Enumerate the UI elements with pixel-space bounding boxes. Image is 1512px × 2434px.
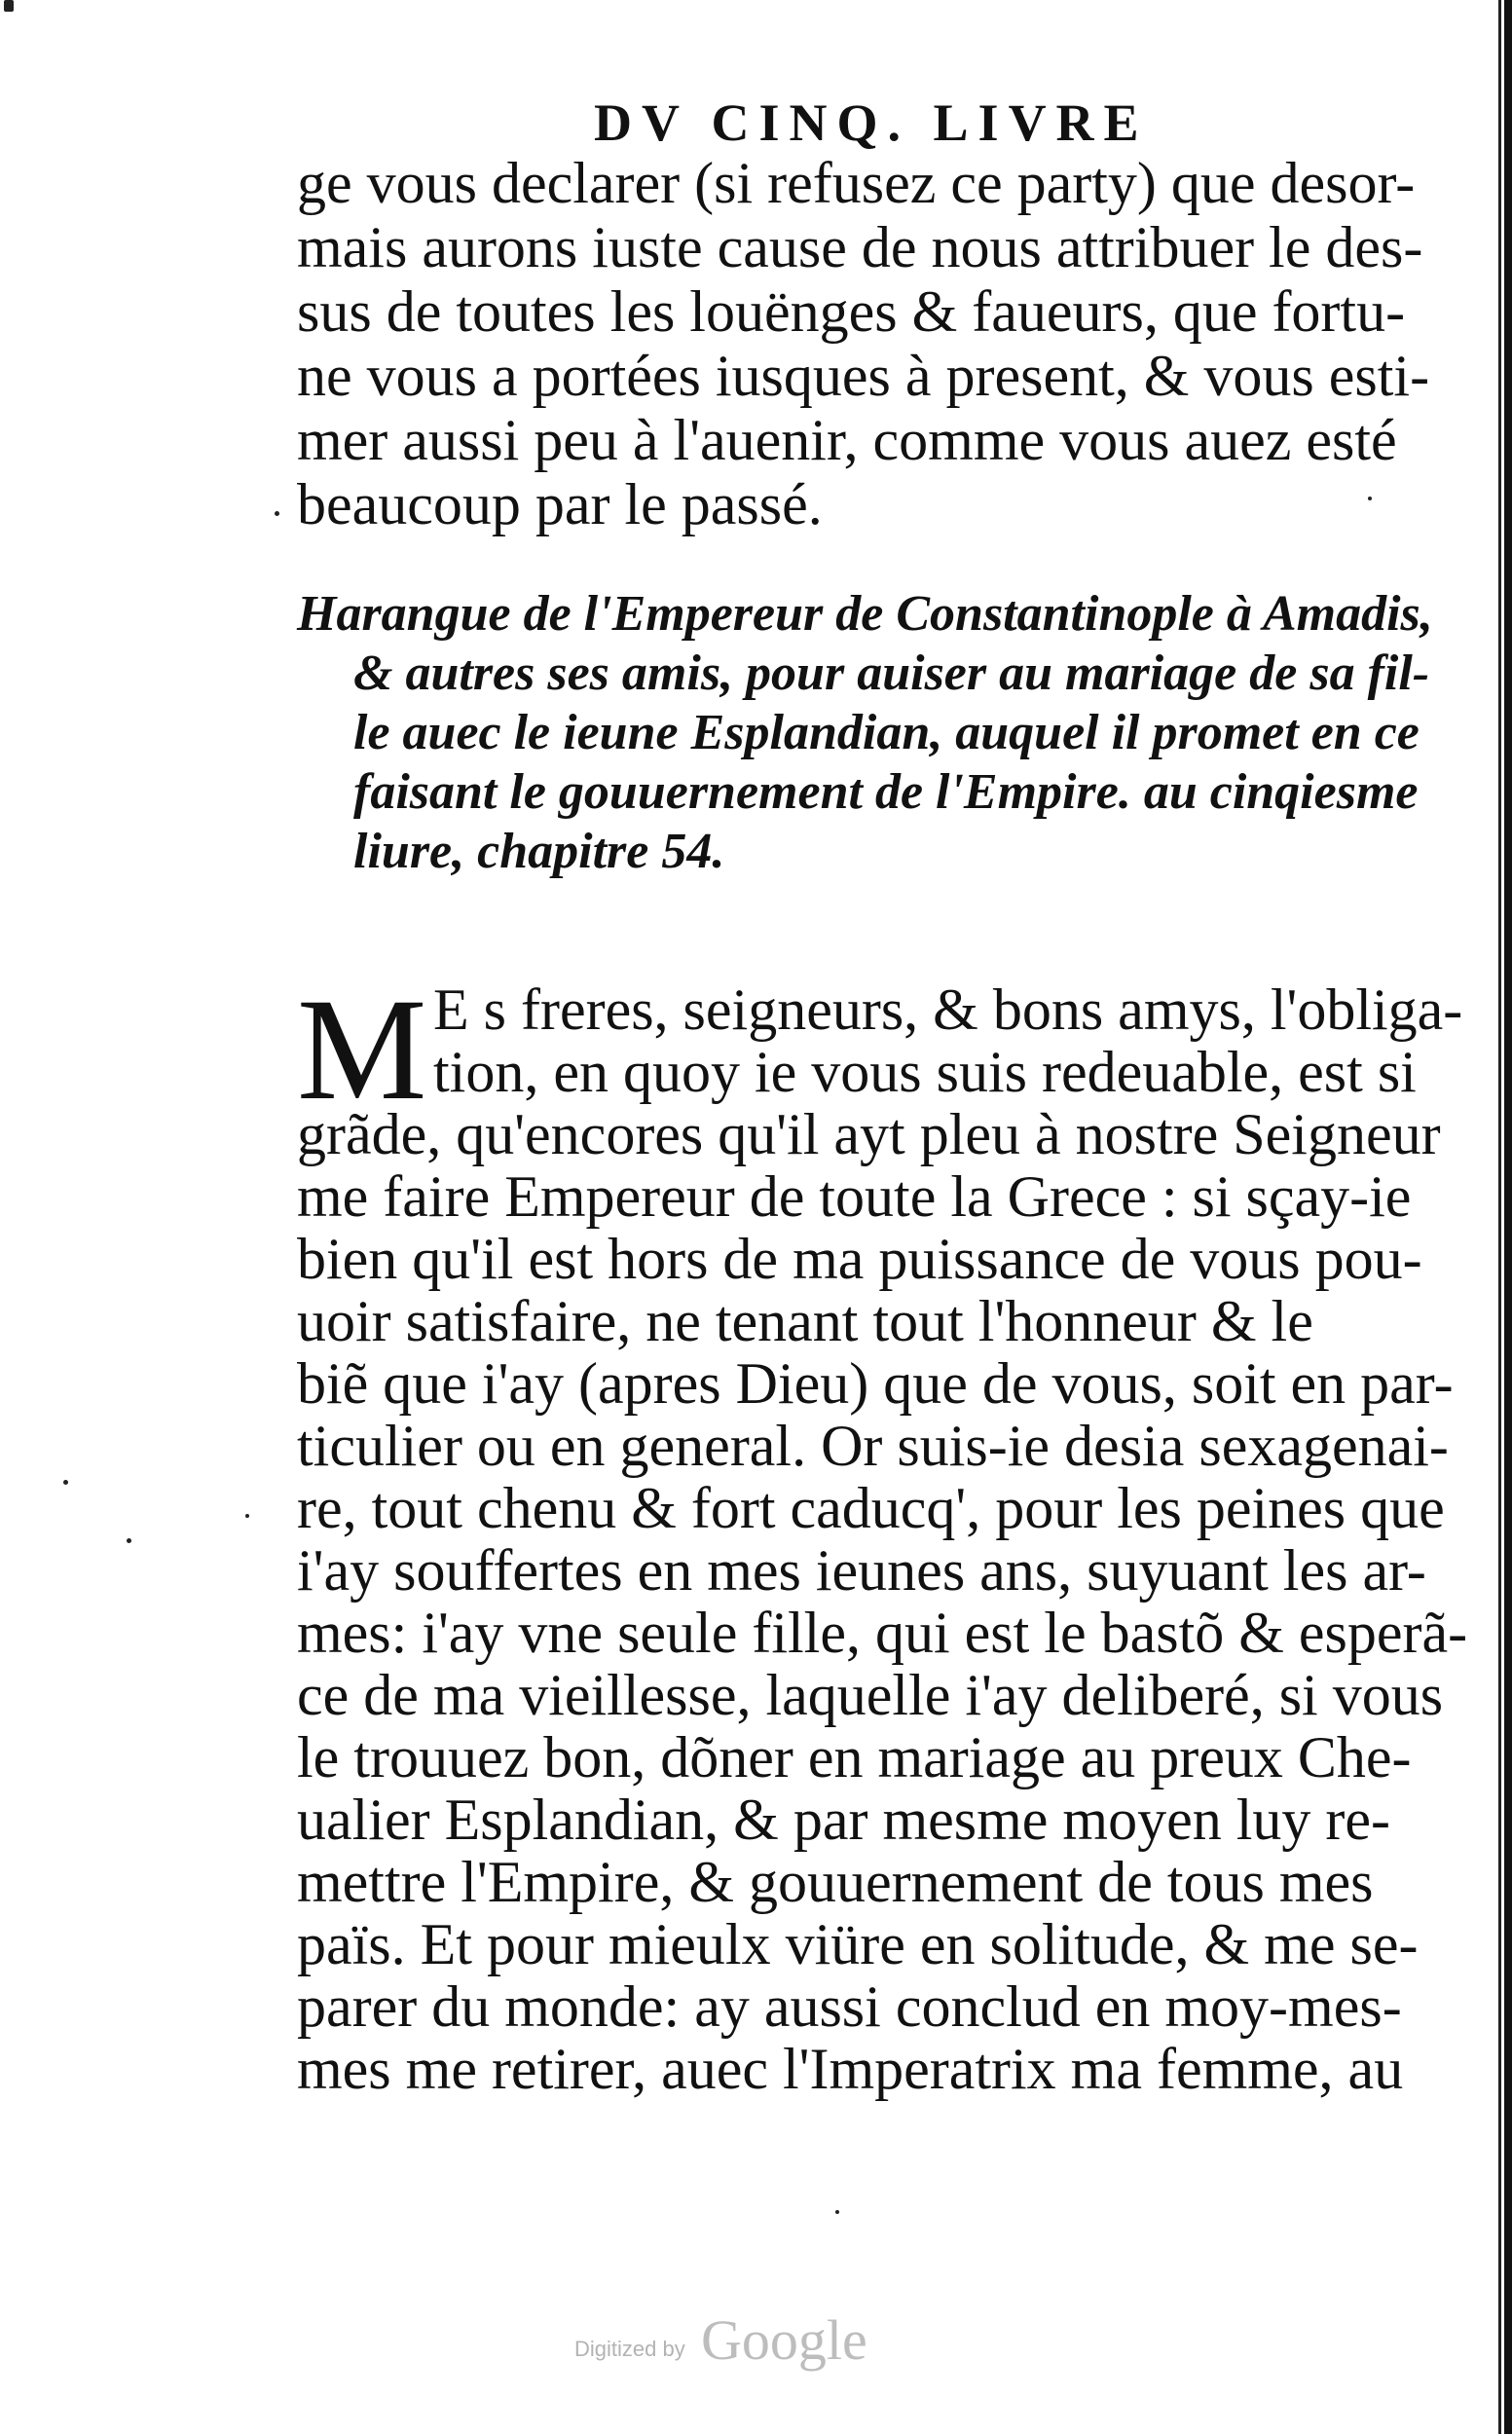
text-line: E s freres, seigneurs, & bons amys, l'obliga- <box>433 977 1463 1042</box>
scan-speck <box>245 1514 249 1518</box>
paragraph-continuation <box>297 151 1430 536</box>
text-line: uoir satisfaire, ne tenant tout l'honneur & le <box>297 1289 1313 1353</box>
scan-speck <box>1368 497 1372 500</box>
text-line: i'ay souffertes en mes ieunes ans, suyuant les ar- <box>297 1538 1426 1603</box>
text-line: mes me retirer, auec l'Imperatrix ma femme, au <box>297 2037 1404 2101</box>
drop-cap: M <box>297 969 427 1130</box>
text-line: ce de ma vieillesse, laquelle i'ay deliberé, si vous <box>297 1663 1444 1727</box>
digitized-label: Digitized by <box>574 2337 685 2361</box>
text-line: ticulier ou en general. Or suis-ie desia sexagenai- <box>297 1414 1449 1478</box>
text-line: parer du monde: ay aussi conclud en moy-mes- <box>297 1974 1402 2039</box>
text-line: mer aussi peu à l'auenir, comme vous auez esté <box>297 408 1397 472</box>
text-line: sus de toutes les louënges & faueurs, que fortu- <box>297 279 1406 344</box>
scan-artifact-speck <box>4 0 14 12</box>
heading-line: Harangue de l'Empereur de Constantinople à Amadis, <box>297 586 1433 642</box>
scan-speck <box>63 1480 68 1485</box>
text-line: grãde, qu'encores qu'il ayt pleu à nostre Seigneur <box>297 1102 1441 1166</box>
scan-speck <box>127 1538 131 1543</box>
text-line: tion, en quoy ie vous suis redeuable, est si <box>433 1040 1417 1104</box>
text-line: me faire Empereur de toute la Grece : si sçay-ie <box>297 1164 1412 1229</box>
text-line: beaucoup par le passé. <box>297 472 823 536</box>
heading-line: & autres ses amis, pour auiser au mariage de sa fil- <box>353 645 1430 701</box>
scan-speck <box>275 511 279 516</box>
digitization-watermark <box>574 2307 964 2376</box>
text-line: ualier Esplandian, & par mesme moyen luy re- <box>297 1788 1390 1852</box>
text-line: re, tout chenu & fort caducq', pour les peines que <box>297 1476 1445 1540</box>
text-line: le trouuez bon, dõner en mariage au preux Che- <box>297 1725 1412 1789</box>
running-head: DV CINQ. LIVRE <box>594 93 1149 152</box>
heading-line: faisant le gouuernement de l'Empire. au cinqiesme <box>353 764 1419 820</box>
chapter-heading <box>297 584 1433 881</box>
page-edge-line <box>1498 0 1501 2434</box>
text-line: mais aurons iuste cause de nous attribuer le des- <box>297 215 1423 279</box>
heading-line: liure, chapitre 54. <box>353 824 725 879</box>
text-line: païs. Et pour mieulx viüre en solitude, & me se- <box>297 1912 1419 1976</box>
text-line: bien qu'il est hors de ma puissance de vous pou- <box>297 1227 1422 1291</box>
text-line: ge vous declarer (si refusez ce party) que desor- <box>297 151 1416 215</box>
text-line: mettre l'Empire, & gouuernement de tous mes <box>297 1850 1374 1914</box>
text-line: biẽ que i'ay (apres Dieu) que de vous, soit en par- <box>297 1351 1454 1416</box>
text-line: mes: i'ay vne seule fille, qui est le bastõ & esperã- <box>297 1601 1468 1665</box>
google-logo: Google <box>701 2308 867 2372</box>
chapter-text <box>297 969 1468 2101</box>
scan-speck <box>835 2210 839 2214</box>
text-line: ne vous a portées iusques à present, & vous esti- <box>297 344 1430 408</box>
heading-line: le auec le ieune Esplandian, auquel il promet en ce <box>353 705 1420 760</box>
page-edge-shadow <box>1504 0 1512 2434</box>
